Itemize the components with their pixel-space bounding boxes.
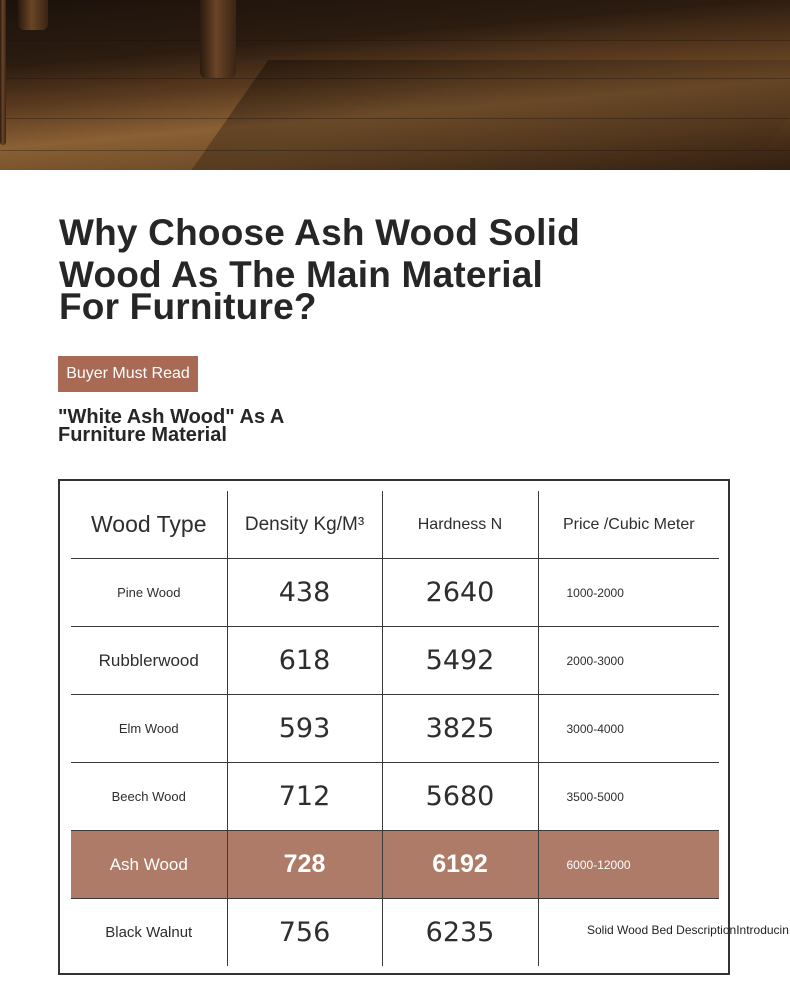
price-cell: 3000-4000 [538,695,719,763]
page-title [59,213,599,327]
price-cell: 2000-3000 [538,627,719,695]
bed-leg [18,0,48,30]
hardness-cell: 6235 [382,899,538,967]
column-header: Density Kg/M³ [227,491,382,559]
hardness-cell: 6192 [382,831,538,899]
wood-type-cell: Black Walnut [105,924,193,941]
price-cell: 1000-2000 [538,559,719,627]
hardness-cell: 5680 [382,763,538,831]
title-line: Wood As The Main Material [59,254,543,295]
title-line: Why Choose Ash Wood Solid [59,212,580,253]
bed-leg [200,0,236,78]
density-cell: 438 [227,559,382,627]
floor-plank-line [0,40,790,41]
table-header-row [71,491,719,559]
density-cell: 618 [227,627,382,695]
overflow-caption: Solid Wood Bed DescriptionIntroducin [587,923,789,937]
table-row [71,695,719,763]
light-shadow [191,60,790,170]
density-cell: 728 [227,831,382,899]
table-row-highlighted [71,831,719,899]
table-row [71,559,719,627]
buyer-must-read-badge: Buyer Must Read [58,356,198,392]
hardness-cell: 5492 [382,627,538,695]
subtitle-line: "White Ash Wood" As A [58,406,285,428]
hero-photo [0,0,790,170]
wood-type-cell: Ash Wood [71,831,227,899]
column-header: Hardness N [382,491,538,559]
table-row [71,627,719,695]
wood-type-cell: Pine Wood [71,559,227,627]
column-header: Wood Type [71,491,227,559]
section-subtitle [58,408,358,444]
table-row [71,763,719,831]
hardness-cell: 3825 [382,695,538,763]
density-cell: 593 [227,695,382,763]
bed-leg [0,0,6,145]
subtitle-line: Furniture Material [58,424,227,446]
hardness-cell: 2640 [382,559,538,627]
wood-type-cell: Rubblerwood [71,627,227,695]
column-header: Price /Cubic Meter [538,491,719,559]
wood-type-cell: Beech Wood [71,763,227,831]
price-cell: 3500-5000 [538,763,719,831]
title-line: For Furniture? [59,286,317,327]
density-cell: 712 [227,763,382,831]
wood-type-cell: Elm Wood [71,695,227,763]
density-cell: 756 [227,899,382,967]
wood-comparison-table [71,491,719,966]
price-cell: 6000-12000 [538,831,719,899]
